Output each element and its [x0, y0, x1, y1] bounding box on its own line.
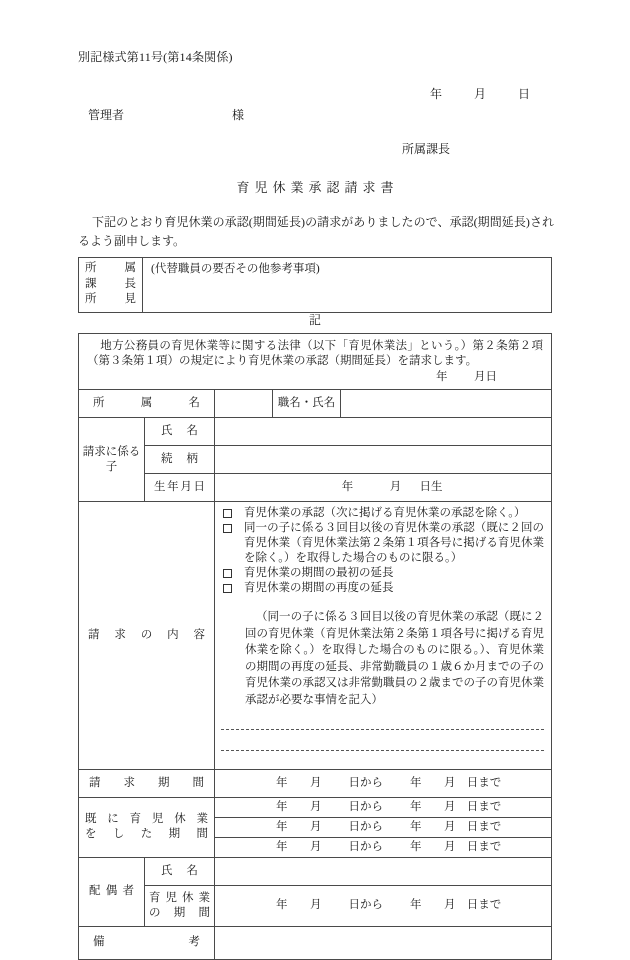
checkbox-icon[interactable]	[223, 584, 232, 593]
opinion-label-3-left: 所	[85, 293, 97, 305]
spouse-period-label-line-1: 育児休業	[149, 891, 210, 904]
content-note-paragraph	[221, 609, 544, 709]
child-birthdate-month: 月	[389, 481, 402, 493]
checkbox-option-3[interactable]	[221, 566, 544, 581]
period-from: 日から	[348, 776, 383, 789]
child-name-value[interactable]	[215, 418, 552, 446]
period-month-2: 月	[444, 776, 456, 789]
previous-leave-period-2[interactable]	[215, 817, 552, 837]
affiliation-label	[79, 390, 215, 418]
legal-intro-cell	[79, 334, 552, 390]
request-period-value[interactable]	[215, 769, 552, 797]
period-year: 年	[276, 840, 288, 853]
position-name-value[interactable]	[341, 390, 552, 418]
child-section-label-text: 請求に係る子	[82, 445, 141, 473]
period-month-2: 月	[444, 800, 456, 813]
checkbox-option-1[interactable]	[221, 506, 544, 521]
child-birthdate-year: 年	[341, 481, 354, 493]
period-to: 日まで	[466, 776, 502, 789]
issuer-name: 所属課長	[402, 142, 451, 156]
checkbox-icon[interactable]	[223, 524, 232, 533]
remarks-value[interactable]	[215, 926, 552, 959]
checkbox-option-4-label: 育児休業の期間の再度の延長	[244, 582, 394, 594]
form-number: 別記様式第11号(第14条関係)	[78, 50, 233, 64]
request-date-month: 月	[474, 371, 486, 383]
period-year-2: 年	[410, 800, 422, 813]
lead-text: 下記のとおり育児休業の承認(期間延長)の請求がありましたので、承認(期間延長)されるよう副申します。	[78, 215, 554, 248]
period-year-2: 年	[410, 820, 422, 833]
table-row	[79, 857, 552, 885]
previous-leave-label	[79, 797, 215, 857]
child-birthdate-label	[145, 474, 215, 502]
checkbox-option-1-label: 育児休業の承認（次に掲げる育児休業の承認を除く。）	[244, 507, 526, 519]
legal-intro-text-wrap	[87, 339, 543, 369]
request-date-day: 日	[485, 371, 497, 383]
affiliation-value[interactable]	[215, 390, 273, 418]
lead-paragraph	[78, 213, 554, 251]
request-content-cell	[215, 502, 552, 770]
opinion-label-line-2	[85, 277, 136, 293]
opinion-label-3-right: 見	[124, 293, 136, 305]
addressee-line	[88, 106, 244, 123]
document-title: 育児休業承認請求書	[236, 180, 399, 195]
request-date-line	[87, 370, 543, 385]
table-row	[79, 885, 552, 926]
table-row	[79, 258, 552, 313]
child-name-label-text: 氏名	[161, 425, 198, 437]
table-row	[79, 926, 552, 959]
content-note-text: （同一の子に係る３回目以後の育児休業の承認（既に２回の育児休業（育児休業法第２条第１項各号に掲げる育児休業を除く。）を取得した場合のものに限る。）、育児休業の期間の再度の延長、非常勤職員の１歳６か月までの子の育児休業の承認又は非常勤職員の２歳までの子の育児休業承認が必要な事情を記入）	[245, 611, 544, 706]
period-month: 月	[310, 899, 322, 912]
write-in-line-1[interactable]	[221, 712, 544, 730]
child-relation-value[interactable]	[215, 446, 552, 474]
table-row	[79, 446, 552, 474]
period-year-2: 年	[410, 776, 422, 789]
period-month-2: 月	[444, 820, 456, 833]
opinion-label-cell	[79, 258, 143, 313]
header-date-line	[430, 85, 530, 102]
opinion-label-1-left: 所	[85, 262, 97, 274]
request-main-table	[78, 333, 552, 960]
table-row	[79, 418, 552, 446]
period-from: 日から	[348, 820, 383, 833]
remarks-label-text: 備考	[93, 936, 200, 949]
period-year: 年	[276, 820, 288, 833]
supervisor-opinion-table	[78, 257, 552, 313]
period-year: 年	[276, 800, 288, 813]
header-date-year: 年	[430, 87, 443, 101]
spouse-name-label	[145, 857, 215, 885]
period-year: 年	[276, 776, 288, 789]
checkbox-option-4[interactable]	[221, 581, 544, 596]
checkbox-option-2[interactable]	[221, 521, 544, 566]
content-bottom-spacer	[221, 751, 544, 767]
opinion-body-cell[interactable]: (代替職員の要否その他参考事項)	[143, 258, 552, 313]
period-month: 月	[310, 800, 322, 813]
table-row	[79, 474, 552, 502]
checkbox-icon[interactable]	[223, 509, 232, 518]
period-month-2: 月	[444, 840, 456, 853]
spouse-period-label-line-2: の期間	[149, 906, 210, 919]
table-row	[79, 334, 552, 390]
child-relation-label	[145, 446, 215, 474]
period-month: 月	[310, 776, 322, 789]
previous-leave-label-line-1: 既に育児休業	[85, 812, 208, 825]
affiliation-label-text: 所属名	[93, 397, 200, 409]
period-to: 日まで	[466, 899, 502, 912]
child-section-label	[79, 418, 145, 502]
spouse-section-label	[79, 857, 145, 926]
spouse-section-label-text: 配偶者	[89, 885, 134, 898]
table-row	[79, 390, 552, 418]
opinion-label-1-right: 属	[124, 262, 136, 274]
legal-intro-text: 地方公務員の育児休業等に関する法律（以下「育児休業法」という。）第２条第２項（第３条第１項）の規定により育児休業の承認（期間延長）を請求します。	[87, 340, 543, 367]
checkbox-option-3-label: 育児休業の期間の最初の延長	[244, 567, 394, 579]
period-from: 日から	[348, 800, 383, 813]
table-row	[79, 769, 552, 797]
opinion-label-line-3	[85, 292, 136, 308]
header-date-month: 月	[474, 87, 487, 101]
period-from: 日から	[348, 840, 383, 853]
opinion-label-2-right: 長	[124, 277, 136, 290]
child-birthdate-day: 日生	[419, 481, 443, 493]
request-period-label-text: 請求期間	[89, 776, 204, 789]
opinion-label-2-left: 課	[85, 277, 97, 290]
position-name-label: 職名・氏名	[273, 390, 341, 418]
ki-mark: 記	[308, 313, 321, 327]
period-month: 月	[310, 820, 322, 833]
request-content-label-text: 請求の内容	[88, 628, 205, 641]
previous-leave-period-3[interactable]	[215, 837, 552, 857]
previous-leave-label-line-2: をした期間	[85, 828, 208, 841]
checkbox-icon[interactable]	[223, 569, 232, 578]
addressee-honorific: 様	[232, 108, 245, 122]
period-year-2: 年	[410, 899, 422, 912]
child-birthdate-value[interactable]	[215, 474, 552, 502]
remarks-label	[79, 926, 215, 959]
period-year: 年	[276, 899, 288, 912]
spouse-period-value[interactable]	[215, 885, 552, 926]
spouse-name-label-text: 氏名	[161, 864, 198, 877]
addressee-name: 管理者	[88, 108, 125, 122]
header-date-day: 日	[518, 87, 531, 101]
period-year-2: 年	[410, 840, 422, 853]
table-row	[79, 502, 552, 770]
spouse-period-label	[145, 885, 215, 926]
period-to: 日まで	[466, 840, 502, 853]
table-row	[79, 797, 552, 817]
opinion-label-line-1	[85, 261, 136, 277]
period-month-2: 月	[444, 899, 456, 912]
request-period-label	[79, 769, 215, 797]
spouse-name-value[interactable]	[215, 857, 552, 885]
child-birthdate-label-text: 生年月日	[154, 481, 205, 493]
child-name-label	[145, 418, 215, 446]
period-to: 日まで	[466, 820, 502, 833]
request-date-year: 年	[436, 371, 448, 383]
period-month: 月	[310, 840, 322, 853]
request-content-label	[79, 502, 215, 770]
child-relation-label-text: 続柄	[161, 453, 198, 465]
checkbox-option-2-label: 同一の子に係る３回目以後の育児休業の承認（既に２回の育児休業（育児休業法第２条第１項各号に掲げる育児休業を除く。）を取得した場合のものに限る。）	[244, 522, 544, 564]
write-in-line-2[interactable]	[221, 733, 544, 751]
period-to: 日まで	[466, 800, 502, 813]
period-from: 日から	[348, 899, 383, 912]
previous-leave-period-1[interactable]	[215, 797, 552, 817]
